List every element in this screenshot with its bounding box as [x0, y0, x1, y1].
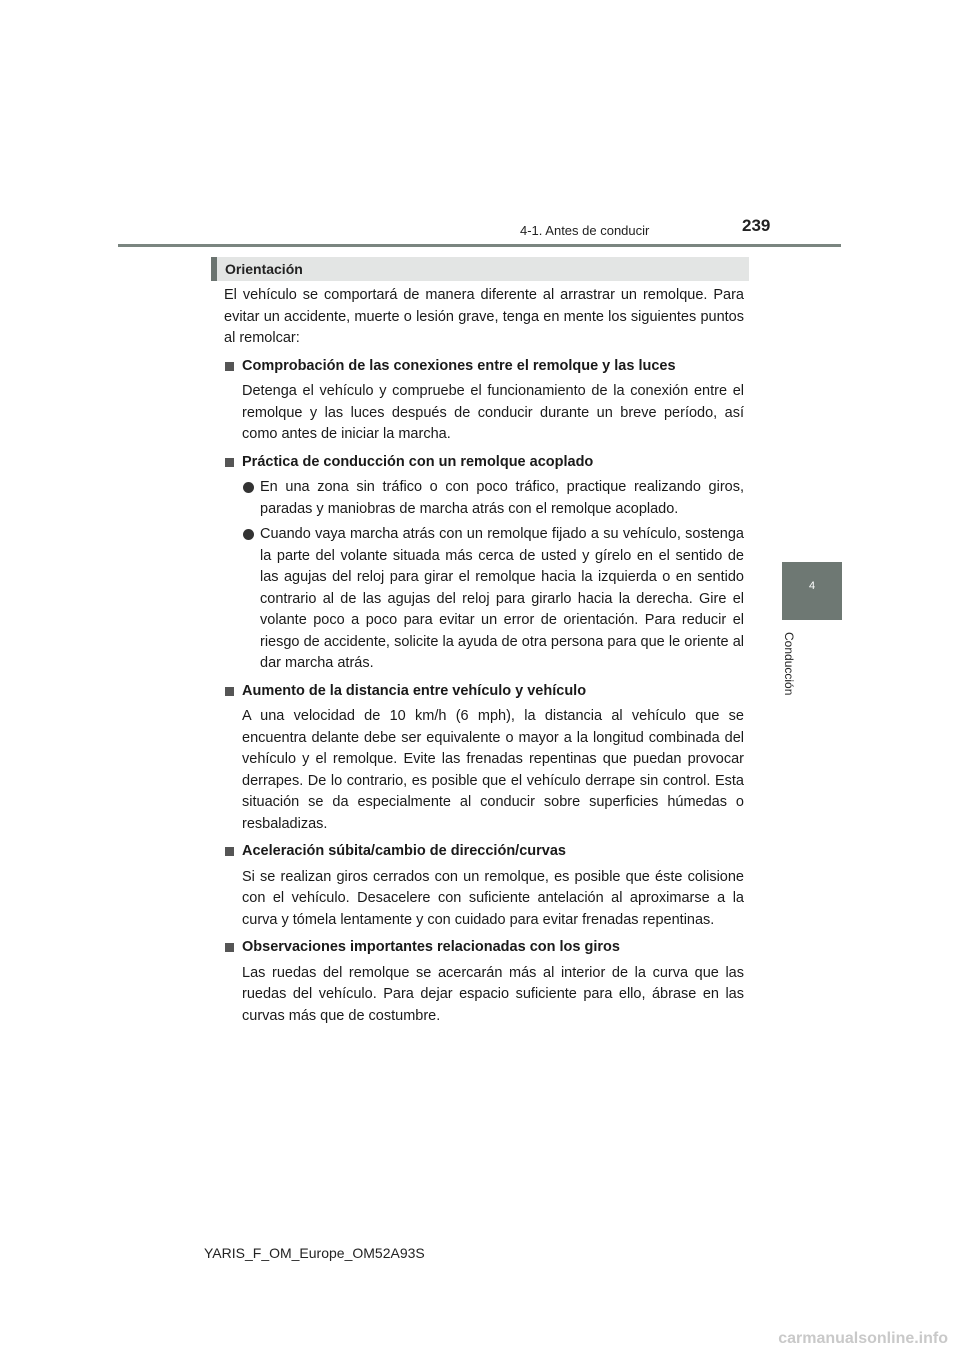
section-box-header: [211, 257, 749, 281]
section-title-text: Aceleración súbita/cambio de dirección/curvas: [242, 843, 566, 859]
section-body: Detenga el vehículo y compruebe el funcionamiento de la conexión entre el remolque y las luces después de conducir durante un breve período, así como antes de iniciar la marcha.: [242, 383, 744, 442]
square-bullet-icon: [225, 458, 234, 467]
bullet-list: [224, 477, 744, 675]
round-bullet-icon: [243, 529, 254, 540]
round-bullet-icon: [243, 482, 254, 493]
square-bullet-icon: [225, 687, 234, 696]
section-title-text: Comprobación de las conexiones entre el remolque y las luces: [242, 357, 676, 374]
footer-document-code: YARIS_F_OM_Europe_OM52A93S: [204, 1245, 425, 1261]
square-bullet-icon: [225, 847, 234, 856]
section-title: [224, 841, 744, 863]
section-title-text: Aumento de la distancia entre vehículo y vehículo: [242, 682, 587, 699]
box-header-title: Orientación: [225, 261, 303, 277]
section-title: [224, 937, 744, 959]
section-title: [224, 681, 744, 703]
section-body: Si se realizan giros cerrados con un remolque, es posible que éste colisione con el vehículo. Desacelere con suficiente antelación al aproximarse a la curva y tómela lentamente y con cuidado para evitar frenadas repentinas.: [242, 868, 744, 928]
header-section-title: 4-1. Antes de conducir: [520, 223, 650, 238]
list-item: [224, 524, 744, 675]
main-content: [224, 285, 744, 1032]
header-divider: [118, 244, 841, 247]
chapter-tab: [782, 562, 842, 620]
section-body: A una velocidad de 10 km/h (6 mph), la distancia al vehículo que se encuentra delante debe ser equivalente o mayor a la longitud combinada del vehículo y el remolque. Evite las frenadas repentinas que puedan provocar derrapes. De lo contrario, es posible que el vehículo derrape sin control. Esta situación se da especialmente al conducir sobre superficies húmedas o resbaladizas.: [242, 708, 744, 832]
section-title: [224, 356, 744, 378]
chapter-number: 4: [808, 580, 816, 592]
section-title: [224, 452, 744, 474]
chapter-label: Conducción: [782, 632, 796, 696]
box-header-accent: [211, 257, 217, 281]
section-body: Las ruedas del remolque se acercarán más al interior de la curva que las ruedas del vehículo. Para dejar espacio suficiente para ello, ábrase en las curvas más que de costumbre.: [242, 964, 744, 1024]
page-number: 239: [742, 216, 771, 235]
list-item-text: En una zona sin tráfico o con poco tráfico, practique realizando giros, paradas y maniobras de marcha atrás con el remolque acoplado.: [260, 479, 744, 517]
intro-paragraph: El vehículo se comportará de manera diferente al arrastrar un remolque. Para evitar un accidente, muerte o lesión grave, tenga en mente los siguientes puntos al remolcar:: [224, 287, 744, 346]
square-bullet-icon: [225, 362, 234, 371]
list-item-text: Cuando vaya marcha atrás con un remolque fijado a su vehículo, sostenga la parte del volante situada más cerca de usted y gírelo en el sentido de las agujas del reloj para girar el remolque hacia la izquierda o en sentido contrario al de las agujas del reloj para girarlo hacia la derecha. Gire el volante poco a poco para evitar un error de orientación. Para reducir el riesgo de accidente, solicite la ayuda de otra persona para que le oriente al dar marcha atrás.: [260, 526, 744, 671]
section-title-text: Observaciones importantes relacionadas con los giros: [242, 939, 620, 955]
section-title-text: Práctica de conducción con un remolque acoplado: [242, 453, 594, 470]
chapter-label-container: [776, 632, 816, 702]
watermark: carmanualsonline.info: [778, 1330, 948, 1347]
square-bullet-icon: [225, 943, 234, 952]
list-item: [224, 477, 744, 520]
